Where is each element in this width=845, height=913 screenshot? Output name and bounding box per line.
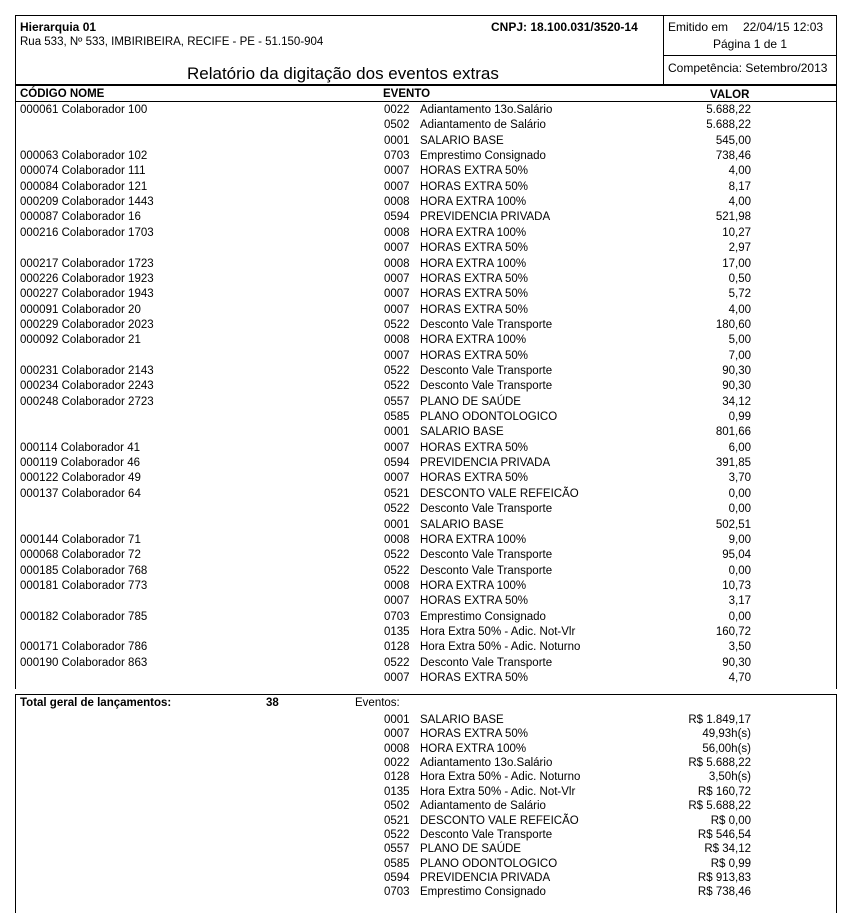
row-event-code: 0135 bbox=[384, 625, 410, 638]
total-event-desc: DESCONTO VALE REFEICÃO bbox=[420, 814, 579, 827]
totals-label: Total geral de lançamentos: bbox=[20, 697, 172, 709]
total-event-value: R$ 738,46 bbox=[697, 886, 751, 899]
total-event-desc: PLANO DE SAÚDE bbox=[420, 843, 521, 856]
row-value: 521,98 bbox=[715, 211, 751, 224]
row-value: 10,27 bbox=[722, 226, 751, 239]
row-employee: 000248 Colaborador 2723 bbox=[20, 395, 154, 408]
total-event-desc: Desconto Vale Transporte bbox=[420, 828, 553, 841]
page-number: Página 1 de 1 bbox=[713, 37, 788, 51]
row-employee: 000074 Colaborador 111 bbox=[20, 165, 146, 178]
row-event-code: 0008 bbox=[384, 334, 410, 347]
row-event-code: 0008 bbox=[384, 257, 410, 270]
row-value: 545,00 bbox=[715, 134, 751, 147]
row-employee: 000144 Colaborador 71 bbox=[20, 533, 141, 546]
row-employee: 000185 Colaborador 768 bbox=[20, 564, 148, 577]
row-employee: 000229 Colaborador 2023 bbox=[20, 318, 154, 331]
row-event-code: 0022 bbox=[384, 104, 410, 116]
row-event-code: 0007 bbox=[384, 472, 410, 485]
row-employee: 000181 Colaborador 773 bbox=[20, 579, 148, 592]
total-event-desc: HORAS EXTRA 50% bbox=[420, 728, 529, 741]
column-evento: EVENTO bbox=[383, 88, 431, 100]
row-event-code: 0001 bbox=[384, 518, 410, 531]
row-event-code: 0522 bbox=[384, 549, 410, 562]
row-event-code: 0008 bbox=[384, 226, 410, 239]
row-value: 391,85 bbox=[715, 457, 751, 470]
row-employee: 000087 Colaborador 16 bbox=[20, 211, 141, 224]
detail-left-border bbox=[15, 85, 16, 689]
row-value: 9,00 bbox=[728, 533, 751, 546]
row-event-code: 0007 bbox=[384, 595, 410, 608]
row-employee: 000092 Colaborador 21 bbox=[20, 334, 141, 347]
row-event-desc: SALARIO BASE bbox=[420, 518, 504, 531]
row-event-desc: Desconto Vale Transporte bbox=[420, 364, 553, 377]
row-employee: 000231 Colaborador 2143 bbox=[20, 364, 154, 377]
row-event-desc: Desconto Vale Transporte bbox=[420, 318, 553, 331]
row-event-desc: HORAS EXTRA 50% bbox=[420, 242, 529, 255]
row-value: 0,00 bbox=[728, 503, 751, 516]
total-event-value: 3,50h(s) bbox=[708, 771, 751, 784]
row-value: 5,00 bbox=[728, 334, 751, 347]
row-event-desc: HORAS EXTRA 50% bbox=[420, 595, 529, 608]
row-event-desc: Desconto Vale Transporte bbox=[420, 503, 553, 516]
row-employee: 000217 Colaborador 1723 bbox=[20, 257, 154, 270]
total-event-code: 0585 bbox=[384, 857, 410, 870]
total-event-desc: Hora Extra 50% - Adic. Noturno bbox=[420, 771, 581, 784]
company-cnpj: CNPJ: 18.100.031/3520-14 bbox=[491, 20, 638, 34]
total-event-value: R$ 546,54 bbox=[697, 828, 751, 841]
row-event-code: 0594 bbox=[384, 211, 410, 224]
row-employee: 000063 Colaborador 102 bbox=[20, 150, 148, 163]
row-event-code: 0008 bbox=[384, 533, 410, 546]
row-event-code: 0522 bbox=[384, 318, 410, 331]
row-event-desc: HORA EXTRA 100% bbox=[420, 334, 527, 347]
row-event-code: 0001 bbox=[384, 426, 410, 439]
total-event-desc: Hora Extra 50% - Adic. Not-Vlr bbox=[420, 785, 576, 798]
row-value: 5,72 bbox=[728, 288, 751, 301]
row-event-code: 0007 bbox=[384, 441, 410, 454]
row-event-code: 0522 bbox=[384, 364, 410, 377]
row-event-desc: SALARIO BASE bbox=[420, 426, 504, 439]
total-event-value: 56,00h(s) bbox=[702, 742, 751, 755]
row-event-code: 0008 bbox=[384, 579, 410, 592]
row-value: 3,17 bbox=[728, 595, 751, 608]
row-employee: 000114 Colaborador 41 bbox=[20, 441, 140, 454]
row-event-desc: HORAS EXTRA 50% bbox=[420, 349, 529, 362]
row-employee: 000061 Colaborador 100 bbox=[20, 104, 148, 116]
row-value: 4,70 bbox=[728, 671, 751, 684]
row-employee: 000226 Colaborador 1923 bbox=[20, 272, 154, 285]
company-address: Rua 533, Nº 533, IMBIRIBEIRA, RECIFE - PE - 51.150-904 bbox=[20, 36, 324, 48]
row-event-desc: Desconto Vale Transporte bbox=[420, 380, 553, 393]
total-event-value: R$ 5.688,22 bbox=[688, 800, 751, 813]
row-event-desc: HORAS EXTRA 50% bbox=[420, 272, 529, 285]
total-event-desc: PLANO ODONTOLOGICO bbox=[420, 857, 558, 870]
total-event-code: 0001 bbox=[384, 714, 410, 726]
row-value: 3,50 bbox=[728, 641, 751, 654]
row-event-code: 0128 bbox=[384, 641, 410, 654]
row-event-code: 0007 bbox=[384, 303, 410, 316]
column-codigo-nome: CÓDIGO NOME bbox=[20, 88, 105, 100]
row-event-code: 0522 bbox=[384, 656, 410, 669]
header-divider-vertical bbox=[663, 15, 664, 85]
row-event-code: 0703 bbox=[384, 150, 410, 163]
row-event-code: 0522 bbox=[384, 380, 410, 393]
row-event-desc: HORA EXTRA 100% bbox=[420, 196, 527, 209]
row-value: 0,50 bbox=[728, 272, 751, 285]
row-value: 2,97 bbox=[728, 242, 751, 255]
total-event-code: 0522 bbox=[384, 828, 410, 841]
competencia: Competência: Setembro/2013 bbox=[668, 61, 828, 75]
row-employee: 000216 Colaborador 1703 bbox=[20, 226, 154, 239]
row-value: 5.688,22 bbox=[706, 119, 751, 132]
detail-right-border bbox=[836, 85, 837, 689]
total-event-code: 0502 bbox=[384, 800, 410, 813]
row-event-code: 0007 bbox=[384, 349, 410, 362]
row-event-code: 0008 bbox=[384, 196, 410, 209]
row-event-desc: PREVIDENCIA PRIVADA bbox=[420, 211, 551, 224]
row-value: 10,73 bbox=[722, 579, 751, 592]
row-employee: 000091 Colaborador 20 bbox=[20, 303, 141, 316]
row-event-desc: HORAS EXTRA 50% bbox=[420, 472, 529, 485]
row-event-desc: PLANO DE SAÚDE bbox=[420, 395, 521, 408]
row-value: 502,51 bbox=[715, 518, 751, 531]
row-value: 4,00 bbox=[728, 303, 751, 316]
total-event-code: 0521 bbox=[384, 814, 410, 827]
row-event-code: 0585 bbox=[384, 411, 410, 423]
row-event-desc: HORAS EXTRA 50% bbox=[420, 180, 529, 193]
row-event-code: 0502 bbox=[384, 119, 410, 132]
emitido-label: Emitido em bbox=[668, 20, 729, 34]
row-event-code: 0007 bbox=[384, 671, 410, 684]
row-value: 17,00 bbox=[722, 257, 751, 270]
row-event-code: 0007 bbox=[384, 272, 410, 285]
row-employee: 000209 Colaborador 1443 bbox=[20, 196, 154, 209]
row-employee: 000171 Colaborador 786 bbox=[20, 641, 148, 654]
total-event-desc: Emprestimo Consignado bbox=[420, 886, 546, 899]
total-event-code: 0594 bbox=[384, 871, 410, 884]
total-event-code: 0128 bbox=[384, 771, 410, 784]
total-event-value: R$ 0,00 bbox=[710, 814, 751, 827]
row-event-code: 0007 bbox=[384, 242, 410, 255]
row-event-desc: Desconto Vale Transporte bbox=[420, 549, 553, 562]
row-event-code: 0001 bbox=[384, 134, 410, 147]
header-divider-horizontal bbox=[663, 55, 837, 56]
row-event-desc: Desconto Vale Transporte bbox=[420, 656, 553, 669]
row-event-desc: Adiantamento 13o.Salário bbox=[420, 104, 553, 116]
total-event-code: 0022 bbox=[384, 757, 410, 769]
row-event-code: 0703 bbox=[384, 610, 410, 623]
column-valor: VALOR bbox=[710, 89, 750, 101]
total-event-desc: Adiantamento de Salário bbox=[420, 800, 546, 813]
row-event-desc: HORA EXTRA 100% bbox=[420, 226, 527, 239]
row-value: 0,99 bbox=[728, 411, 751, 423]
total-event-value: R$ 1.849,17 bbox=[688, 714, 751, 726]
row-employee: 000182 Colaborador 785 bbox=[20, 610, 148, 623]
total-event-value: R$ 160,72 bbox=[697, 785, 751, 798]
row-event-code: 0594 bbox=[384, 457, 410, 470]
row-value: 7,00 bbox=[728, 349, 751, 362]
total-event-desc: Adiantamento 13o.Salário bbox=[420, 757, 553, 769]
row-value: 4,00 bbox=[728, 165, 751, 178]
row-value: 0,00 bbox=[728, 610, 751, 623]
row-employee: 000137 Colaborador 64 bbox=[20, 487, 141, 500]
row-value: 4,00 bbox=[728, 196, 751, 209]
row-event-desc: DESCONTO VALE REFEICÃO bbox=[420, 487, 579, 500]
total-event-desc: SALARIO BASE bbox=[420, 714, 504, 726]
column-header-top-rule bbox=[15, 85, 837, 86]
row-value: 3,70 bbox=[728, 472, 751, 485]
row-employee: 000119 Colaborador 46 bbox=[20, 457, 140, 470]
row-value: 0,00 bbox=[728, 564, 751, 577]
total-event-value: R$ 34,12 bbox=[704, 843, 751, 856]
total-event-desc: PREVIDENCIA PRIVADA bbox=[420, 871, 551, 884]
total-event-value: R$ 5.688,22 bbox=[688, 757, 751, 769]
row-value: 160,72 bbox=[715, 625, 751, 638]
row-value: 34,12 bbox=[722, 395, 751, 408]
totals-eventos-label: Eventos: bbox=[355, 697, 400, 709]
total-event-code: 0135 bbox=[384, 785, 410, 798]
row-event-code: 0522 bbox=[384, 564, 410, 577]
row-employee: 000234 Colaborador 2243 bbox=[20, 380, 154, 393]
row-value: 90,30 bbox=[722, 380, 751, 393]
row-value: 95,04 bbox=[722, 549, 751, 562]
total-event-value: R$ 913,83 bbox=[697, 871, 751, 884]
row-value: 6,00 bbox=[728, 441, 751, 454]
row-value: 180,60 bbox=[715, 318, 751, 331]
row-event-desc: Desconto Vale Transporte bbox=[420, 564, 553, 577]
totals-count: 38 bbox=[266, 697, 279, 709]
row-event-desc: HORA EXTRA 100% bbox=[420, 579, 527, 592]
row-event-desc: Hora Extra 50% - Adic. Not-Vlr bbox=[420, 625, 576, 638]
total-event-code: 0557 bbox=[384, 843, 410, 856]
total-event-desc: HORA EXTRA 100% bbox=[420, 742, 527, 755]
row-event-desc: HORA EXTRA 100% bbox=[420, 533, 527, 546]
row-employee: 000084 Colaborador 121 bbox=[20, 180, 148, 193]
row-event-desc: Emprestimo Consignado bbox=[420, 150, 546, 163]
total-event-code: 0007 bbox=[384, 728, 410, 741]
row-event-desc: HORA EXTRA 100% bbox=[420, 257, 527, 270]
row-event-desc: Hora Extra 50% - Adic. Noturno bbox=[420, 641, 581, 654]
row-event-desc: PREVIDENCIA PRIVADA bbox=[420, 457, 551, 470]
total-event-code: 0008 bbox=[384, 742, 410, 755]
row-employee: 000227 Colaborador 1943 bbox=[20, 288, 154, 301]
row-employee: 000068 Colaborador 72 bbox=[20, 549, 141, 562]
row-value: 90,30 bbox=[722, 656, 751, 669]
row-value: 0,00 bbox=[728, 487, 751, 500]
row-event-desc: HORAS EXTRA 50% bbox=[420, 441, 529, 454]
row-employee: 000122 Colaborador 49 bbox=[20, 472, 141, 485]
total-event-code: 0703 bbox=[384, 886, 410, 899]
row-event-desc: Adiantamento de Salário bbox=[420, 119, 546, 132]
company-name: Hierarquia 01 bbox=[20, 20, 97, 34]
column-header-bottom-rule bbox=[15, 101, 837, 102]
row-event-code: 0007 bbox=[384, 288, 410, 301]
row-value: 801,66 bbox=[715, 426, 751, 439]
row-event-code: 0007 bbox=[384, 180, 410, 193]
row-event-desc: PLANO ODONTOLOGICO bbox=[420, 411, 558, 423]
row-event-code: 0557 bbox=[384, 395, 410, 408]
row-event-code: 0007 bbox=[384, 165, 410, 178]
row-event-desc: HORAS EXTRA 50% bbox=[420, 303, 529, 316]
total-event-value: R$ 0,99 bbox=[710, 857, 751, 870]
row-event-desc: SALARIO BASE bbox=[420, 134, 504, 147]
row-value: 8,17 bbox=[728, 180, 751, 193]
row-event-desc: HORAS EXTRA 50% bbox=[420, 671, 529, 684]
row-event-desc: Emprestimo Consignado bbox=[420, 610, 546, 623]
total-event-value: 49,93h(s) bbox=[702, 728, 751, 741]
row-event-code: 0521 bbox=[384, 487, 410, 500]
row-employee: 000190 Colaborador 863 bbox=[20, 656, 148, 669]
row-event-desc: HORAS EXTRA 50% bbox=[420, 288, 529, 301]
row-value: 5.688,22 bbox=[706, 104, 751, 116]
row-value: 90,30 bbox=[722, 364, 751, 377]
row-value: 738,46 bbox=[715, 150, 751, 163]
report-title: Relatório da digitação dos eventos extras bbox=[187, 64, 499, 83]
row-event-desc: HORAS EXTRA 50% bbox=[420, 165, 529, 178]
row-event-code: 0522 bbox=[384, 503, 410, 516]
emitido-value: 22/04/15 12:03 bbox=[743, 20, 824, 34]
